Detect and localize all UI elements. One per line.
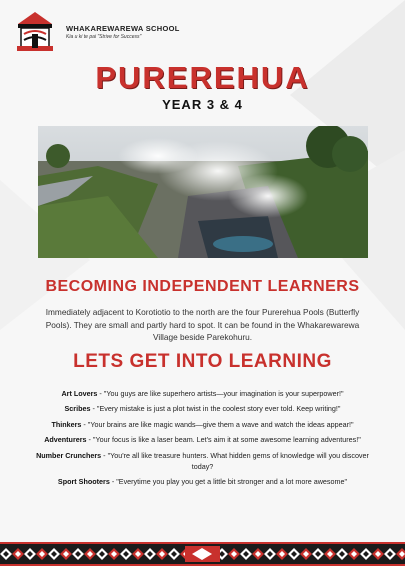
group-text: - "Every mistake is just a plot twist in the coolest story ever told. Keep writing!" [90,404,341,414]
group-list [36,388,369,492]
group-text: - "Your brains are like magic wands—give them a wave and watch the ideas appear!" [81,419,354,429]
school-logo-icon [12,10,58,54]
group-text: - "Everytime you play you get a little bit stronger and a lot more awesome" [109,477,348,487]
group-name: Sport Shooters [57,477,110,487]
group-text: - "Your focus is like a laser beam. Let's aim it at some awesome learning adventures!" [86,435,361,445]
school-header [12,10,180,54]
bottom-strip [0,566,405,577]
group-item [36,388,369,399]
group-item [36,476,369,487]
group-name: Number Crunchers [36,450,102,460]
group-name: Thinkers [51,419,82,429]
section-heading-independent: BECOMING INDEPENDENT LEARNERS [45,278,360,295]
school-motto: Kia u ki te pai "Strive for Success" [66,34,142,40]
group-item [36,403,369,414]
taniko-pattern-border [0,542,405,566]
page-title: PUREREHUA [95,60,310,95]
year-subtitle: YEAR 3 & 4 [162,97,243,112]
geothermal-photo [38,126,368,258]
group-name: Adventurers [44,435,87,445]
group-item [36,434,369,445]
group-item [36,419,369,430]
group-name: Scribes [64,404,91,414]
group-text: - "You guys are like superhero artists—your imagination is your superpower!" [97,389,344,398]
school-name: WHAKAREWAREWA SCHOOL [66,24,180,33]
group-item [36,450,369,473]
intro-paragraph: Immediately adjacent to Korotiotio to the north are the four Purerehua Pools (Butterfly Pools). They are small and partly hard to spot. It can be found in the Whakarewarewa Village beside Parekohuru. [45,307,360,342]
section-heading-learning: LETS GET INTO LEARNING [73,351,332,372]
group-text: - "You're all like treasure hunters. What hidden gems of knowledge will you discover today? [101,450,369,472]
group-name: Art Lovers [61,389,98,398]
